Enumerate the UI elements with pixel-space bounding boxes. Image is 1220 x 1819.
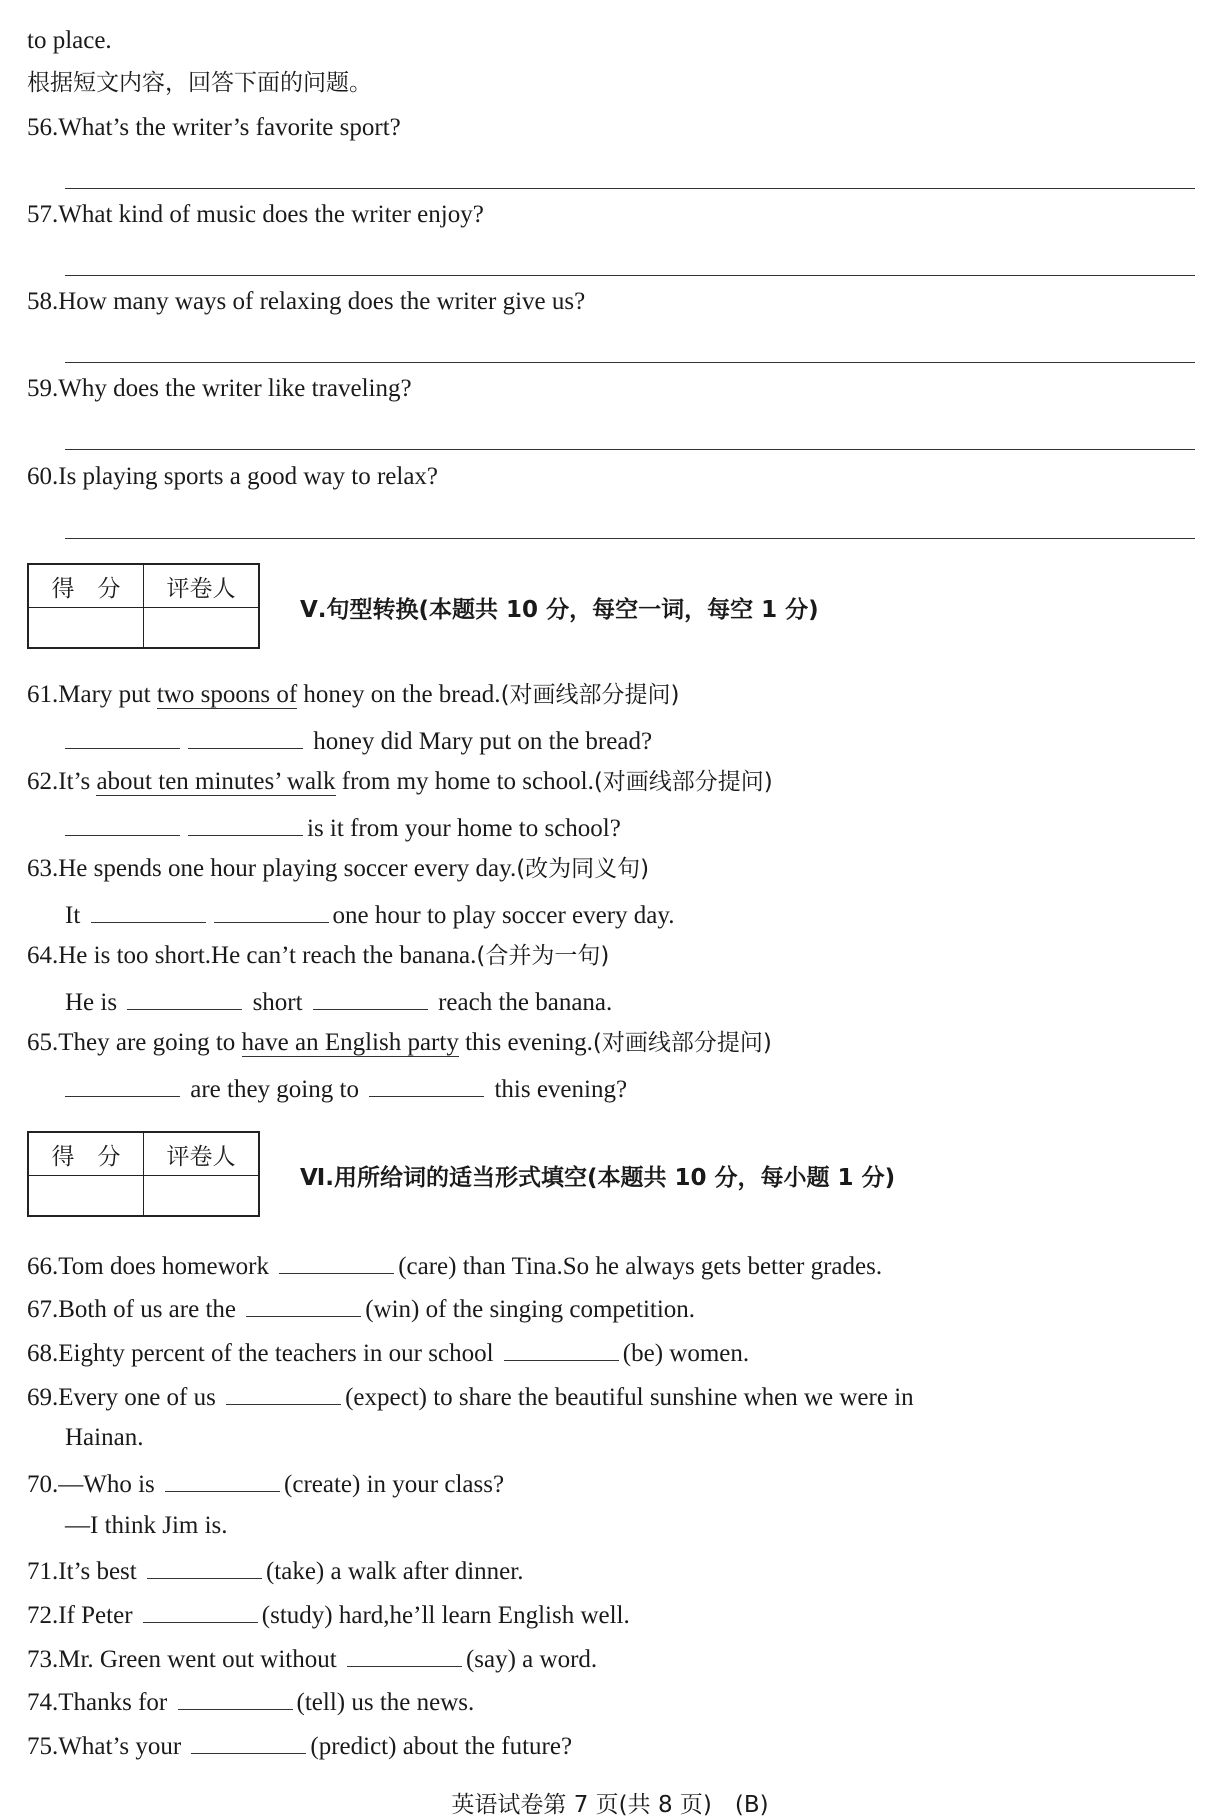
- question-61: 61.Mary put two spoons of honey on the bread.(对画线部分提问): [27, 681, 680, 708]
- blank[interactable]: [214, 896, 329, 923]
- question-57: 57.What kind of music does the writer enjoy?: [27, 201, 484, 228]
- blank[interactable]: [246, 1290, 361, 1317]
- blank[interactable]: [188, 722, 303, 749]
- blank[interactable]: [369, 1070, 484, 1097]
- question-62: 62.It’s about ten minutes’ walk from my home to school.(对画线部分提问): [27, 768, 773, 795]
- question-69: 69.Every one of us (expect) to share the beautiful sunshine when we were in: [27, 1378, 914, 1415]
- blank[interactable]: [91, 896, 206, 923]
- blank[interactable]: [65, 1070, 180, 1097]
- blank[interactable]: [143, 1596, 258, 1623]
- underlined-phrase: have an English party: [241, 1029, 459, 1056]
- score-label: 得 分: [51, 575, 121, 602]
- answer-line-59[interactable]: [65, 449, 1195, 450]
- page-footer: 英语试卷第 7 页(共 8 页) (B): [451, 1792, 769, 1818]
- question-60: 60.Is playing sports a good way to relax?: [27, 463, 439, 490]
- answer-line-56[interactable]: [65, 188, 1195, 189]
- score-cell[interactable]: [29, 608, 143, 648]
- grader-label: 评卷人: [143, 565, 258, 607]
- blank[interactable]: [279, 1247, 394, 1274]
- answer-line-58[interactable]: [65, 362, 1195, 363]
- blank[interactable]: [504, 1334, 619, 1361]
- score-cell[interactable]: [29, 1176, 143, 1216]
- blank[interactable]: [191, 1727, 306, 1754]
- grader-cell[interactable]: [143, 608, 258, 648]
- answer-64: He is short reach the banana.: [65, 983, 612, 1020]
- section-vi-title: Ⅵ.用所给词的适当形式填空(本题共 10 分，每小题 1 分): [300, 1165, 896, 1191]
- answer-line-60[interactable]: [65, 538, 1195, 539]
- blank[interactable]: [178, 1683, 293, 1710]
- blank[interactable]: [347, 1640, 462, 1667]
- blank[interactable]: [313, 983, 428, 1010]
- blank[interactable]: [127, 983, 242, 1010]
- answer-63: It one hour to play soccer every day.: [65, 896, 675, 933]
- question-71: 71.It’s best (take) a walk after dinner.: [27, 1552, 523, 1589]
- blank[interactable]: [188, 809, 303, 836]
- score-box-v: [27, 563, 260, 649]
- question-67: 67.Both of us are the (win) of the singing competition.: [27, 1290, 695, 1327]
- question-64: 64.He is too short.He can’t reach the banana.(合并为一句): [27, 942, 610, 969]
- continuation-text: to place.: [27, 27, 112, 54]
- section-v-title: Ⅴ.句型转换(本题共 10 分，每空一词，每空 1 分): [300, 597, 819, 623]
- underlined-phrase: about ten minutes’ walk: [96, 768, 336, 795]
- question-70: 70.—Who is (create) in your class?: [27, 1465, 504, 1502]
- question-74: 74.Thanks for (tell) us the news.: [27, 1683, 474, 1720]
- grader-label: 评卷人: [143, 1133, 258, 1175]
- score-box-vi: [27, 1131, 260, 1217]
- question-56: 56.What’s the writer’s favorite sport?: [27, 114, 401, 141]
- question-75: 75.What’s your (predict) about the future?: [27, 1727, 572, 1764]
- question-59: 59.Why does the writer like traveling?: [27, 375, 412, 402]
- question-68: 68.Eighty percent of the teachers in our school (be) women.: [27, 1334, 749, 1371]
- answer-62: is it from your home to school?: [65, 809, 621, 846]
- question-72: 72.If Peter (study) hard,he’ll learn English well.: [27, 1596, 630, 1633]
- blank[interactable]: [65, 722, 180, 749]
- blank[interactable]: [226, 1378, 341, 1405]
- question-69-continued: Hainan.: [65, 1424, 144, 1451]
- score-label: 得 分: [51, 1143, 121, 1170]
- question-73: 73.Mr. Green went out without (say) a word.: [27, 1640, 597, 1677]
- blank[interactable]: [147, 1552, 262, 1579]
- question-63: 63.He spends one hour playing soccer every day.(改为同义句): [27, 855, 650, 882]
- question-65: 65.They are going to have an English party this evening.(对画线部分提问): [27, 1029, 772, 1056]
- blank[interactable]: [165, 1465, 280, 1492]
- answer-61: honey did Mary put on the bread?: [65, 722, 652, 759]
- question-66: 66.Tom does homework (care) than Tina.So he always gets better grades.: [27, 1247, 882, 1284]
- question-58: 58.How many ways of relaxing does the writer give us?: [27, 288, 586, 315]
- underlined-phrase: two spoons of: [156, 681, 298, 708]
- answer-65: are they going to this evening?: [65, 1070, 627, 1107]
- answer-line-57[interactable]: [65, 275, 1195, 276]
- question-70-reply: —I think Jim is.: [65, 1512, 228, 1539]
- blank[interactable]: [65, 809, 180, 836]
- reading-instruction: 根据短文内容，回答下面的问题。: [27, 70, 372, 96]
- grader-cell[interactable]: [143, 1176, 258, 1216]
